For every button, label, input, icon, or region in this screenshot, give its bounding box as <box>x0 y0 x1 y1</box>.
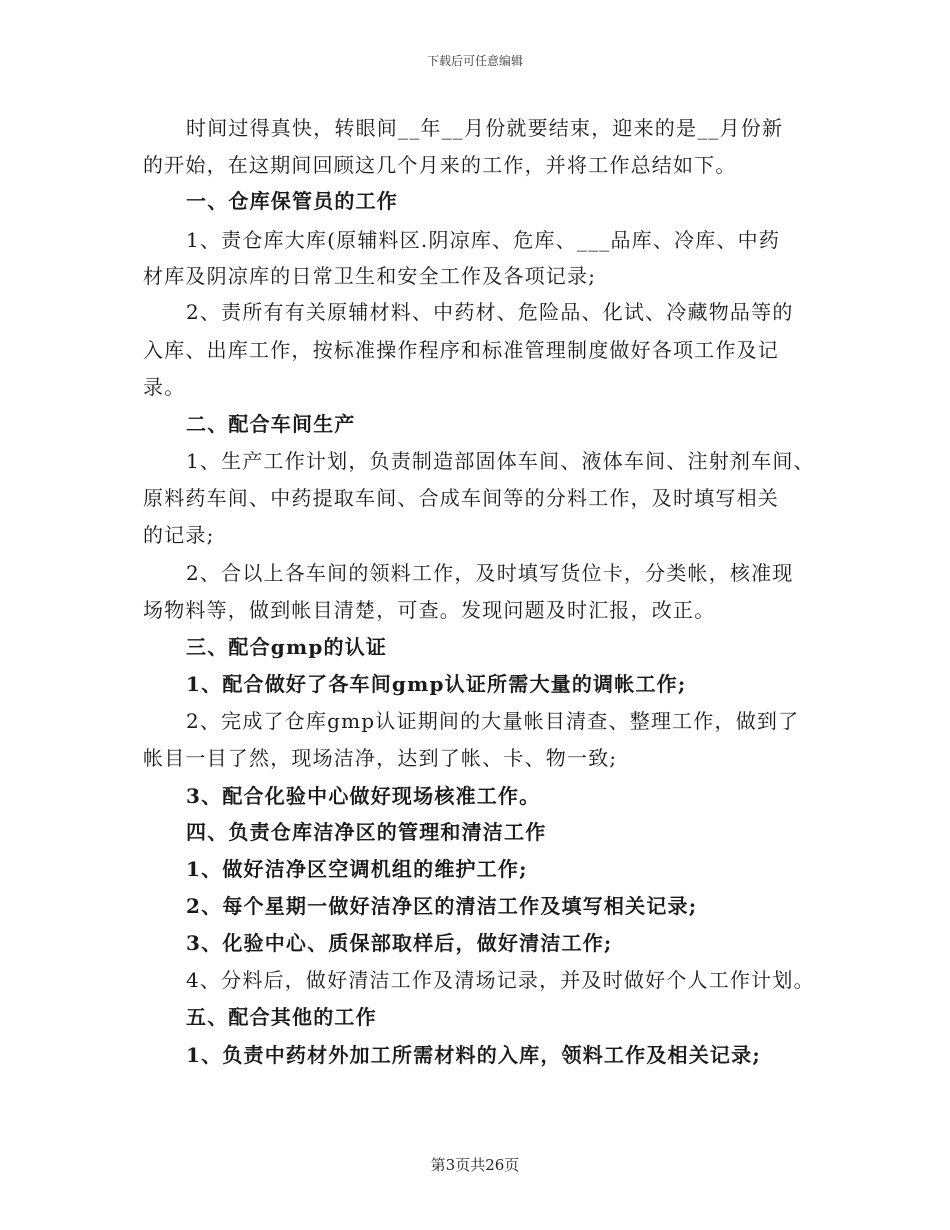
text-line: 3、化验中心、质保部取样后，做好清洁工作; <box>186 931 613 955</box>
text-line: 录。 <box>143 375 186 399</box>
section-heading: 五、配合其他的工作 <box>186 1005 377 1029</box>
text-line: 帐目一目了然，现场洁净，达到了帐、卡、物一致; <box>143 746 618 770</box>
text-line: 原料药车间、中药提取车间、合成车间等的分料工作，及时填写相关 <box>143 486 779 510</box>
text-line: 入库、出库工作，按标准操作程序和标准管理制度做好各项工作及记 <box>143 338 779 362</box>
text-line: 2、合以上各车间的领料工作，及时填写货位卡，分类帐，核准现 <box>186 561 794 585</box>
text-line: 4、分料后，做好清洁工作及清场记录，并及时做好个人工作计划。 <box>186 968 815 992</box>
page-footer: 第3页共26页 <box>430 1156 520 1174</box>
text-line: 1、责仓库大库(原辅料区.阴凉库、危库、___品库、冷库、中药 <box>186 228 781 252</box>
text-line: 3、配合化验中心做好现场核准工作。 <box>186 784 541 808</box>
text-line: 2、责所有有关原辅材料、中药材、危险品、化试、冷藏物品等的 <box>186 300 794 324</box>
section-heading: 一、仓库保管员的工作 <box>186 189 398 213</box>
text-line: 材库及阴凉库的日常卫生和安全工作及各项记录; <box>143 264 597 288</box>
text-line: 场物料等，做到帐目清楚，可查。发现问题及时汇报，改正。 <box>143 598 716 622</box>
text-line: 2、每个星期一做好洁净区的清洁工作及填写相关记录; <box>186 894 698 918</box>
text-line: 1、负责中药材外加工所需材料的入库，领料工作及相关记录; <box>186 1043 761 1067</box>
text-line: 1、配合做好了各车间gmp认证所需大量的调帐工作; <box>186 672 687 696</box>
text-line: 1、做好洁净区空调机组的维护工作; <box>186 857 528 881</box>
text-line: 时间过得真快，转眼间__年__月份就要结束，迎来的是__月份新 <box>186 116 784 140</box>
text-line: 1、生产工作计划，负责制造部固体车间、液体车间、注射剂车间、 <box>186 449 815 473</box>
text-line: 的记录; <box>143 523 215 547</box>
section-heading: 二、配合车间生产 <box>186 412 356 436</box>
section-heading: 三、配合gmp的认证 <box>186 635 388 659</box>
text-line: 的开始，在这期间回顾这几个月来的工作，并将工作总结如下。 <box>143 153 737 177</box>
page-header: 下载后可任意编辑 <box>426 54 523 68</box>
text-line: 2、完成了仓库gmp认证期间的大量帐目清查、整理工作，做到了 <box>186 709 800 733</box>
section-heading: 四、负责仓库洁净区的管理和清洁工作 <box>186 820 547 844</box>
